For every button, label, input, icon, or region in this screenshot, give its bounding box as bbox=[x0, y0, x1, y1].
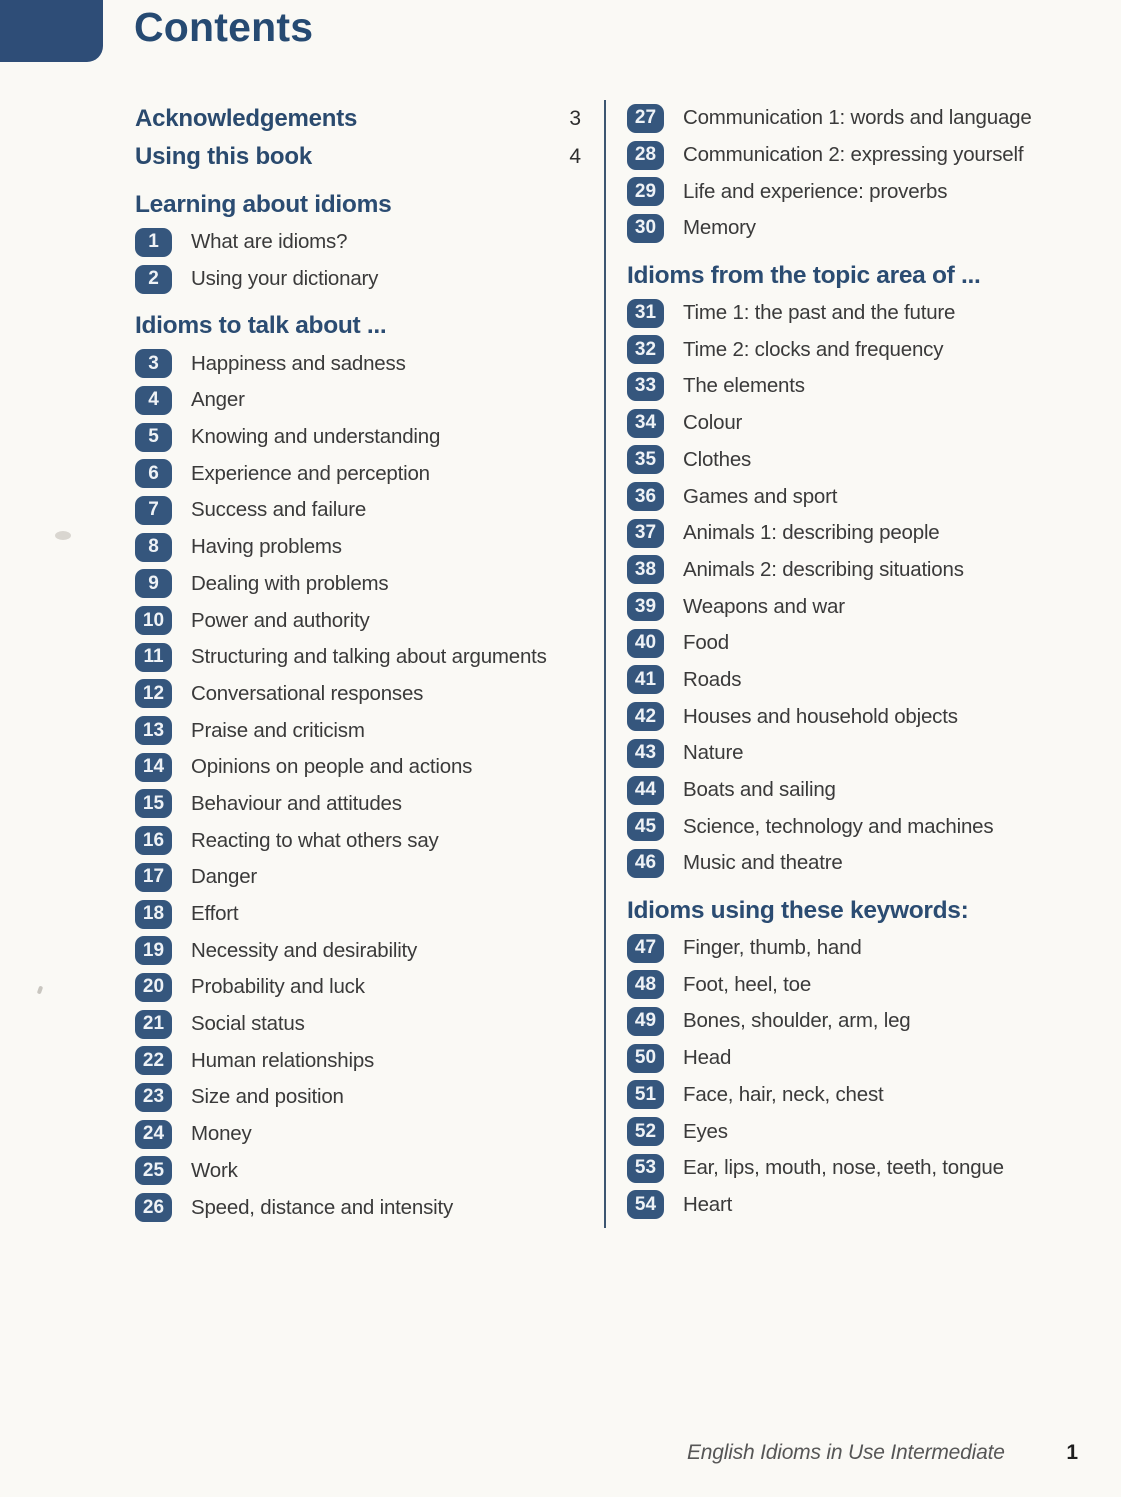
unit-number-badge: 53 bbox=[627, 1154, 664, 1183]
book-title: English Idioms in Use Intermediate bbox=[687, 1441, 1005, 1464]
unit-title: Success and failure bbox=[191, 498, 367, 522]
unit-number-badge: 15 bbox=[135, 789, 172, 818]
unit-number-badge: 28 bbox=[627, 141, 664, 170]
toc-unit-row bbox=[627, 515, 1107, 552]
unit-number-badge: 47 bbox=[627, 934, 664, 963]
toc-unit-row bbox=[135, 455, 591, 492]
front-matter-label: Using this book bbox=[135, 143, 313, 170]
toc-unit-row bbox=[627, 368, 1107, 405]
unit-number-badge: 39 bbox=[627, 592, 664, 621]
unit-number-badge: 21 bbox=[135, 1010, 172, 1039]
unit-title: Power and authority bbox=[191, 608, 370, 632]
unit-number-badge: 20 bbox=[135, 973, 172, 1002]
unit-number-badge: 45 bbox=[627, 812, 664, 841]
toc-unit-row bbox=[135, 602, 591, 639]
unit-title: Memory bbox=[683, 216, 756, 240]
unit-title: Time 2: clocks and frequency bbox=[683, 337, 944, 361]
toc-unit-row bbox=[135, 224, 591, 261]
unit-number-badge: 19 bbox=[135, 936, 172, 965]
unit-title: Experience and perception bbox=[191, 461, 430, 485]
unit-number-badge: 34 bbox=[627, 409, 664, 438]
unit-title: Behaviour and attitudes bbox=[191, 791, 402, 815]
toc-unit-row bbox=[135, 859, 591, 896]
right-column bbox=[627, 100, 1107, 1223]
unit-number-badge: 3 bbox=[135, 349, 172, 378]
page-number: 1 bbox=[1066, 1441, 1078, 1464]
unit-number-badge: 4 bbox=[135, 386, 172, 415]
toc-unit-row bbox=[135, 419, 591, 456]
column-divider bbox=[604, 100, 606, 1228]
unit-number-badge: 13 bbox=[135, 716, 172, 745]
unit-title: Bones, shoulder, arm, leg bbox=[683, 1009, 911, 1033]
unit-number-badge: 6 bbox=[135, 459, 172, 488]
toc-unit-row bbox=[135, 492, 591, 529]
unit-title: Money bbox=[191, 1122, 252, 1146]
unit-title: Necessity and desirability bbox=[191, 938, 418, 962]
unit-number-badge: 5 bbox=[135, 423, 172, 452]
unit-number-badge: 11 bbox=[135, 643, 172, 672]
unit-number-badge: 52 bbox=[627, 1117, 664, 1146]
unit-title: Houses and household objects bbox=[683, 704, 958, 728]
unit-number-badge: 50 bbox=[627, 1044, 664, 1073]
toc-unit-row bbox=[627, 1150, 1107, 1187]
toc-unit-row bbox=[627, 331, 1107, 368]
toc-unit-row bbox=[627, 295, 1107, 332]
unit-number-badge: 51 bbox=[627, 1080, 664, 1109]
unit-number-badge: 43 bbox=[627, 739, 664, 768]
toc-unit-row bbox=[627, 442, 1107, 479]
unit-number-badge: 54 bbox=[627, 1190, 664, 1219]
unit-number-badge: 40 bbox=[627, 629, 664, 658]
toc-unit-row bbox=[627, 1003, 1107, 1040]
corner-tab bbox=[0, 0, 103, 62]
toc-unit-row bbox=[627, 845, 1107, 882]
unit-number-badge: 25 bbox=[135, 1156, 172, 1185]
unit-number-badge: 7 bbox=[135, 496, 172, 525]
front-matter-row bbox=[135, 100, 591, 138]
unit-number-badge: 46 bbox=[627, 849, 664, 878]
front-matter-row bbox=[135, 138, 591, 176]
toc-unit-row bbox=[627, 625, 1107, 662]
unit-title: Eyes bbox=[683, 1119, 728, 1143]
unit-number-badge: 23 bbox=[135, 1083, 172, 1112]
toc-unit-row bbox=[135, 639, 591, 676]
unit-title: Opinions on people and actions bbox=[191, 755, 473, 779]
toc-unit-row bbox=[135, 529, 591, 566]
toc-unit-row bbox=[627, 173, 1107, 210]
unit-number-badge: 48 bbox=[627, 970, 664, 999]
unit-number-badge: 26 bbox=[135, 1193, 172, 1222]
page-footer bbox=[0, 1441, 1121, 1471]
front-matter-page-number: 4 bbox=[569, 145, 581, 168]
toc-unit-row bbox=[627, 698, 1107, 735]
unit-title: Effort bbox=[191, 902, 239, 926]
unit-title: Communication 2: expressing yourself bbox=[683, 143, 1024, 167]
unit-title: Food bbox=[683, 631, 729, 655]
unit-number-badge: 27 bbox=[627, 104, 664, 133]
left-column bbox=[135, 100, 591, 1226]
unit-title: Foot, heel, toe bbox=[683, 972, 812, 996]
toc-unit-row bbox=[135, 1189, 591, 1226]
section-heading: Idioms from the topic area of ... bbox=[627, 261, 981, 289]
toc-unit-row bbox=[135, 1079, 591, 1116]
unit-number-badge: 17 bbox=[135, 863, 172, 892]
unit-title: Speed, distance and intensity bbox=[191, 1195, 454, 1219]
section-heading: Learning about idioms bbox=[135, 191, 392, 218]
toc-unit-row bbox=[627, 1187, 1107, 1224]
unit-title: Animals 1: describing people bbox=[683, 521, 940, 545]
unit-number-badge: 14 bbox=[135, 753, 172, 782]
toc-unit-row bbox=[627, 405, 1107, 442]
toc-unit-row bbox=[627, 478, 1107, 515]
toc-unit-row bbox=[627, 930, 1107, 967]
unit-title: Having problems bbox=[191, 535, 342, 559]
toc-unit-row bbox=[135, 712, 591, 749]
section-heading: Idioms using these keywords: bbox=[627, 896, 969, 924]
toc-unit-row bbox=[135, 382, 591, 419]
toc-unit-row bbox=[135, 969, 591, 1006]
toc-unit-row bbox=[627, 1040, 1107, 1077]
unit-title: Life and experience: proverbs bbox=[683, 179, 948, 203]
unit-number-badge: 10 bbox=[135, 606, 172, 635]
unit-title: Finger, thumb, hand bbox=[683, 936, 862, 960]
toc-unit-row bbox=[135, 1153, 591, 1190]
unit-number-badge: 9 bbox=[135, 569, 172, 598]
toc-unit-row bbox=[135, 749, 591, 786]
unit-title: Roads bbox=[683, 667, 742, 691]
unit-title: Games and sport bbox=[683, 484, 838, 508]
unit-title: Time 1: the past and the future bbox=[683, 301, 956, 325]
unit-number-badge: 38 bbox=[627, 555, 664, 584]
unit-title: What are idioms? bbox=[191, 230, 348, 254]
unit-title: Science, technology and machines bbox=[683, 814, 994, 838]
toc-unit-row bbox=[627, 1077, 1107, 1114]
unit-number-badge: 44 bbox=[627, 776, 664, 805]
scan-smudge bbox=[37, 986, 43, 995]
toc-unit-row bbox=[135, 566, 591, 603]
toc-unit-row bbox=[627, 210, 1107, 247]
unit-title: Colour bbox=[683, 411, 743, 435]
unit-number-badge: 37 bbox=[627, 519, 664, 548]
unit-title: Anger bbox=[191, 388, 245, 412]
unit-number-badge: 2 bbox=[135, 265, 172, 294]
unit-number-badge: 8 bbox=[135, 533, 172, 562]
unit-title: Using your dictionary bbox=[191, 267, 379, 291]
toc-unit-row bbox=[135, 345, 591, 382]
unit-number-badge: 1 bbox=[135, 228, 172, 257]
unit-number-badge: 33 bbox=[627, 372, 664, 401]
unit-title: Conversational responses bbox=[191, 681, 424, 705]
unit-title: Work bbox=[191, 1158, 238, 1182]
unit-title: Music and theatre bbox=[683, 851, 843, 875]
page-title: Contents bbox=[134, 4, 314, 50]
toc-unit-row bbox=[627, 772, 1107, 809]
scan-smudge bbox=[55, 531, 71, 540]
unit-number-badge: 32 bbox=[627, 335, 664, 364]
unit-title: Nature bbox=[683, 741, 744, 765]
toc-unit-row bbox=[627, 808, 1107, 845]
toc-unit-row bbox=[627, 552, 1107, 589]
unit-title: Praise and criticism bbox=[191, 718, 365, 742]
toc-unit-row bbox=[135, 1006, 591, 1043]
unit-number-badge: 22 bbox=[135, 1046, 172, 1075]
unit-title: Danger bbox=[191, 865, 258, 889]
unit-title: Communication 1: words and language bbox=[683, 106, 1032, 130]
toc-unit-row bbox=[135, 1042, 591, 1079]
unit-number-badge: 30 bbox=[627, 214, 664, 243]
unit-number-badge: 35 bbox=[627, 445, 664, 474]
unit-title: Weapons and war bbox=[683, 594, 845, 618]
toc-unit-row bbox=[627, 100, 1107, 137]
unit-title: Heart bbox=[683, 1192, 733, 1216]
front-matter-label: Acknowledgements bbox=[135, 105, 358, 132]
unit-title: Ear, lips, mouth, nose, teeth, tongue bbox=[683, 1156, 1004, 1180]
toc-unit-row bbox=[135, 261, 591, 298]
unit-number-badge: 29 bbox=[627, 177, 664, 206]
toc-unit-row bbox=[135, 896, 591, 933]
toc-unit-row bbox=[627, 137, 1107, 174]
unit-title: Probability and luck bbox=[191, 975, 365, 999]
unit-title: Social status bbox=[191, 1012, 305, 1036]
unit-number-badge: 41 bbox=[627, 665, 664, 694]
toc-unit-row bbox=[627, 1113, 1107, 1150]
unit-number-badge: 49 bbox=[627, 1007, 664, 1036]
unit-title: Size and position bbox=[191, 1085, 344, 1109]
unit-title: Dealing with problems bbox=[191, 571, 389, 595]
unit-title: Boats and sailing bbox=[683, 778, 836, 802]
toc-unit-row bbox=[135, 932, 591, 969]
unit-title: Structuring and talking about arguments bbox=[191, 645, 547, 669]
unit-number-badge: 31 bbox=[627, 299, 664, 328]
toc-unit-row bbox=[135, 676, 591, 713]
unit-title: Knowing and understanding bbox=[191, 425, 441, 449]
unit-title: Head bbox=[683, 1046, 732, 1070]
toc-unit-row bbox=[627, 735, 1107, 772]
unit-title: Animals 2: describing situations bbox=[683, 557, 964, 581]
unit-number-badge: 18 bbox=[135, 900, 172, 929]
unit-title: Clothes bbox=[683, 447, 752, 471]
unit-number-badge: 12 bbox=[135, 679, 172, 708]
unit-title: The elements bbox=[683, 374, 805, 398]
toc-unit-row bbox=[627, 966, 1107, 1003]
toc-unit-row bbox=[627, 588, 1107, 625]
section-heading: Idioms to talk about ... bbox=[135, 312, 387, 340]
unit-title: Happiness and sadness bbox=[191, 351, 406, 375]
toc-unit-row bbox=[627, 662, 1107, 699]
unit-number-badge: 36 bbox=[627, 482, 664, 511]
toc-unit-row bbox=[135, 786, 591, 823]
unit-number-badge: 24 bbox=[135, 1120, 172, 1149]
unit-title: Face, hair, neck, chest bbox=[683, 1082, 884, 1106]
toc-unit-row bbox=[135, 1116, 591, 1153]
unit-number-badge: 42 bbox=[627, 702, 664, 731]
front-matter-page-number: 3 bbox=[569, 107, 581, 130]
toc-unit-row bbox=[135, 822, 591, 859]
unit-number-badge: 16 bbox=[135, 826, 172, 855]
unit-title: Reacting to what others say bbox=[191, 828, 439, 852]
unit-title: Human relationships bbox=[191, 1048, 375, 1072]
